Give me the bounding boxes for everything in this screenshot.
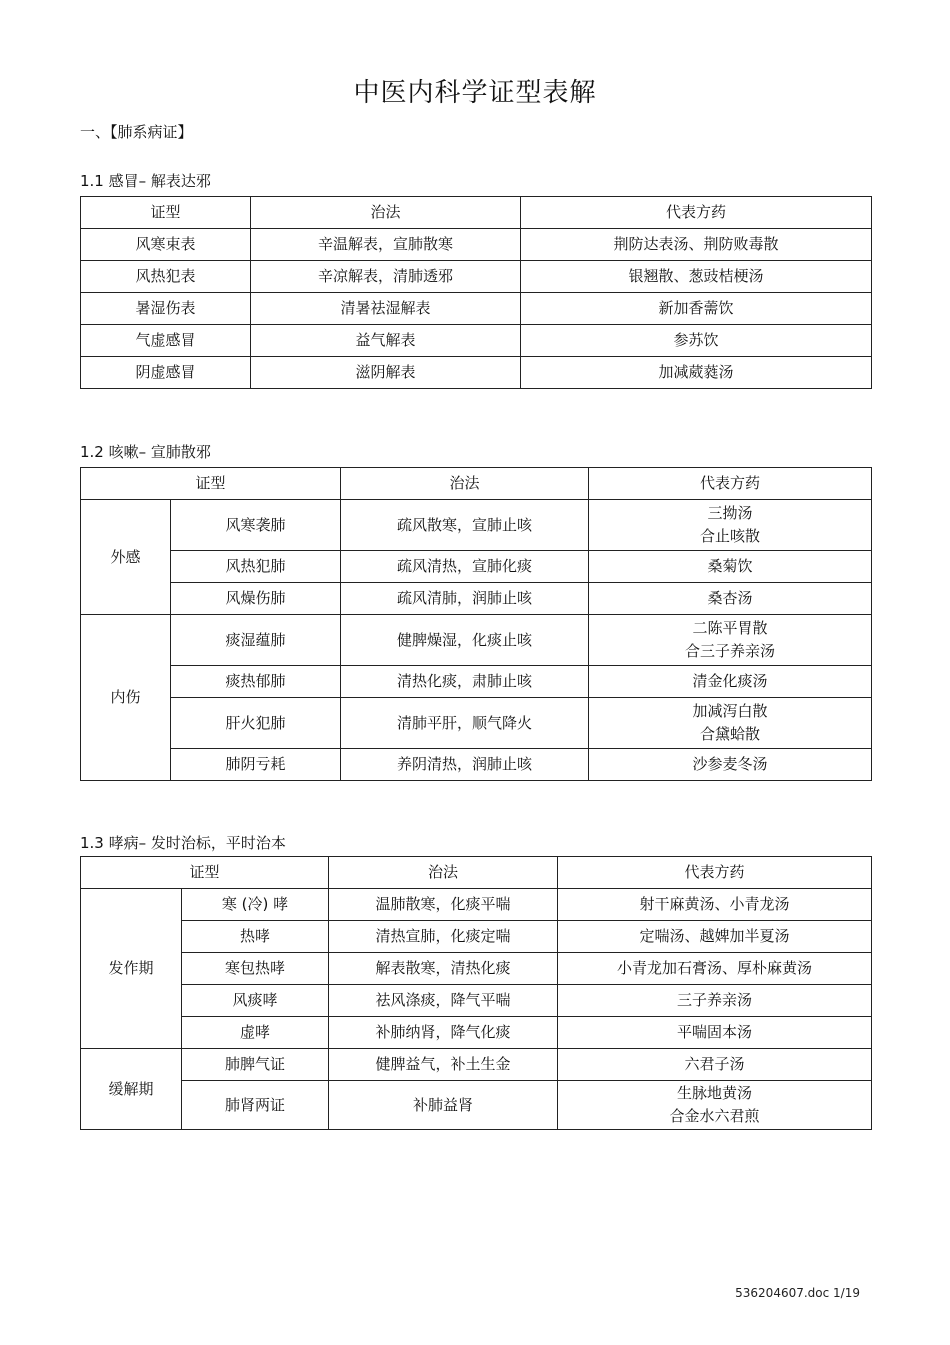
- pattern-cell: 肺脾气证: [182, 1049, 329, 1081]
- column-header-formula: 代表方药: [558, 857, 872, 889]
- formula-cell: 桑杏汤: [589, 583, 872, 615]
- method-cell: 滋阴解表: [251, 357, 521, 389]
- pattern-cell: 肺肾两证: [182, 1081, 329, 1130]
- column-header-method: 治法: [251, 197, 521, 229]
- formula-cell: [589, 615, 872, 666]
- column-header-pattern: 证型: [81, 857, 329, 889]
- table-row: [81, 1017, 872, 1049]
- pattern-cell: 风寒束表: [81, 229, 251, 261]
- group-cell: 内伤: [81, 615, 171, 781]
- section-heading-asthma: 1.3 哮病– 发时治标，平时治本: [80, 834, 286, 852]
- formula-line: 合黛蛤散: [700, 725, 761, 743]
- method-cell: 健脾燥湿，化痰止咳: [341, 615, 589, 666]
- pattern-cell: 寒 (冷) 哮: [182, 889, 329, 921]
- table-common-cold: [80, 196, 872, 389]
- method-cell: 清肺平肝，顺气降火: [341, 698, 589, 749]
- method-cell: 辛温解表，宣肺散寒: [251, 229, 521, 261]
- formula-cell: [589, 698, 872, 749]
- formula-cell: 小青龙加石膏汤、厚朴麻黄汤: [558, 953, 872, 985]
- pattern-cell: 寒包热哮: [182, 953, 329, 985]
- table-row: [81, 261, 872, 293]
- method-cell: 温肺散寒，化痰平喘: [329, 889, 558, 921]
- column-header-method: 治法: [341, 468, 589, 500]
- formula-cell: 三子养亲汤: [558, 985, 872, 1017]
- page-footer: 536204607.doc 1/19: [735, 1286, 860, 1300]
- method-cell: 补肺益肾: [329, 1081, 558, 1130]
- column-header-formula: 代表方药: [589, 468, 872, 500]
- formula-cell: 平喘固本汤: [558, 1017, 872, 1049]
- formula-cell: [589, 500, 872, 551]
- formula-line: 加减泻白散: [692, 702, 768, 720]
- formula-line: 合金水六君煎: [669, 1107, 760, 1125]
- formula-cell: 六君子汤: [558, 1049, 872, 1081]
- pattern-cell: 痰热郁肺: [171, 666, 341, 698]
- formula-cell: 银翘散、葱豉桔梗汤: [521, 261, 872, 293]
- column-header-formula: 代表方药: [521, 197, 872, 229]
- table-header-row: [81, 197, 872, 229]
- group-cell: 缓解期: [81, 1049, 182, 1130]
- table-row: [81, 500, 872, 551]
- pattern-cell: 风热犯肺: [171, 551, 341, 583]
- formula-line: 二陈平胃散: [692, 619, 768, 637]
- formula-line: 合三子养亲汤: [685, 642, 776, 660]
- method-cell: 疏风散寒，宣肺止咳: [341, 500, 589, 551]
- pattern-cell: 风寒袭肺: [171, 500, 341, 551]
- table-row: [81, 229, 872, 261]
- formula-cell: 沙参麦冬汤: [589, 749, 872, 781]
- table-cough: [80, 467, 872, 781]
- table-asthma: [80, 856, 872, 1130]
- formula-cell: 清金化痰汤: [589, 666, 872, 698]
- formula-cell: 新加香薷饮: [521, 293, 872, 325]
- document-title: 中医内科学证型表解: [353, 78, 597, 108]
- pattern-cell: 热哮: [182, 921, 329, 953]
- pattern-cell: 肝火犯肺: [171, 698, 341, 749]
- formula-line: 生脉地黄汤: [677, 1084, 753, 1102]
- formula-line: 合止咳散: [700, 527, 761, 545]
- table-row: [81, 666, 872, 698]
- formula-cell: 加减葳蕤汤: [521, 357, 872, 389]
- table-row: [81, 953, 872, 985]
- method-cell: 清热宣肺，化痰定喘: [329, 921, 558, 953]
- method-cell: 养阴清热，润肺止咳: [341, 749, 589, 781]
- pattern-cell: 痰湿蕴肺: [171, 615, 341, 666]
- section-heading-cough: 1.2 咳嗽– 宣肺散邪: [80, 443, 211, 461]
- column-header-method: 治法: [329, 857, 558, 889]
- section-heading-common-cold: 1.1 感冒– 解表达邪: [80, 172, 211, 190]
- table-row: [81, 698, 872, 749]
- method-cell: 健脾益气，补土生金: [329, 1049, 558, 1081]
- table-header-row: [81, 857, 872, 889]
- column-header-pattern: 证型: [81, 197, 251, 229]
- pattern-cell: 气虚感冒: [81, 325, 251, 357]
- table-row: [81, 985, 872, 1017]
- pattern-cell: 阴虚感冒: [81, 357, 251, 389]
- table-row: [81, 889, 872, 921]
- method-cell: 清热化痰，肃肺止咳: [341, 666, 589, 698]
- table-row: [81, 551, 872, 583]
- chapter-heading: 一、【肺系病证】: [80, 123, 193, 141]
- formula-cell: 定喘汤、越婢加半夏汤: [558, 921, 872, 953]
- table-row: [81, 293, 872, 325]
- method-cell: 疏风清肺，润肺止咳: [341, 583, 589, 615]
- method-cell: 疏风清热，宣肺化痰: [341, 551, 589, 583]
- formula-cell: [558, 1081, 872, 1130]
- pattern-cell: 风热犯表: [81, 261, 251, 293]
- table-row: [81, 325, 872, 357]
- method-cell: 清暑祛湿解表: [251, 293, 521, 325]
- table-row: [81, 357, 872, 389]
- method-cell: 辛凉解表，清肺透邪: [251, 261, 521, 293]
- table-row: [81, 1081, 872, 1130]
- group-cell: 外感: [81, 500, 171, 615]
- table-row: [81, 921, 872, 953]
- formula-cell: 射干麻黄汤、小青龙汤: [558, 889, 872, 921]
- formula-cell: 荆防达表汤、荆防败毒散: [521, 229, 872, 261]
- table-row: [81, 615, 872, 666]
- table-row: [81, 1049, 872, 1081]
- column-header-pattern: 证型: [81, 468, 341, 500]
- formula-line: 三拗汤: [707, 504, 753, 522]
- group-cell: 发作期: [81, 889, 182, 1049]
- pattern-cell: 肺阴亏耗: [171, 749, 341, 781]
- formula-cell: 参苏饮: [521, 325, 872, 357]
- table-header-row: [81, 468, 872, 500]
- method-cell: 祛风涤痰，降气平喘: [329, 985, 558, 1017]
- formula-cell: 桑菊饮: [589, 551, 872, 583]
- method-cell: 补肺纳肾，降气化痰: [329, 1017, 558, 1049]
- pattern-cell: 虚哮: [182, 1017, 329, 1049]
- pattern-cell: 暑湿伤表: [81, 293, 251, 325]
- pattern-cell: 风痰哮: [182, 985, 329, 1017]
- method-cell: 益气解表: [251, 325, 521, 357]
- method-cell: 解表散寒，清热化痰: [329, 953, 558, 985]
- table-row: [81, 583, 872, 615]
- pattern-cell: 风燥伤肺: [171, 583, 341, 615]
- table-row: [81, 749, 872, 781]
